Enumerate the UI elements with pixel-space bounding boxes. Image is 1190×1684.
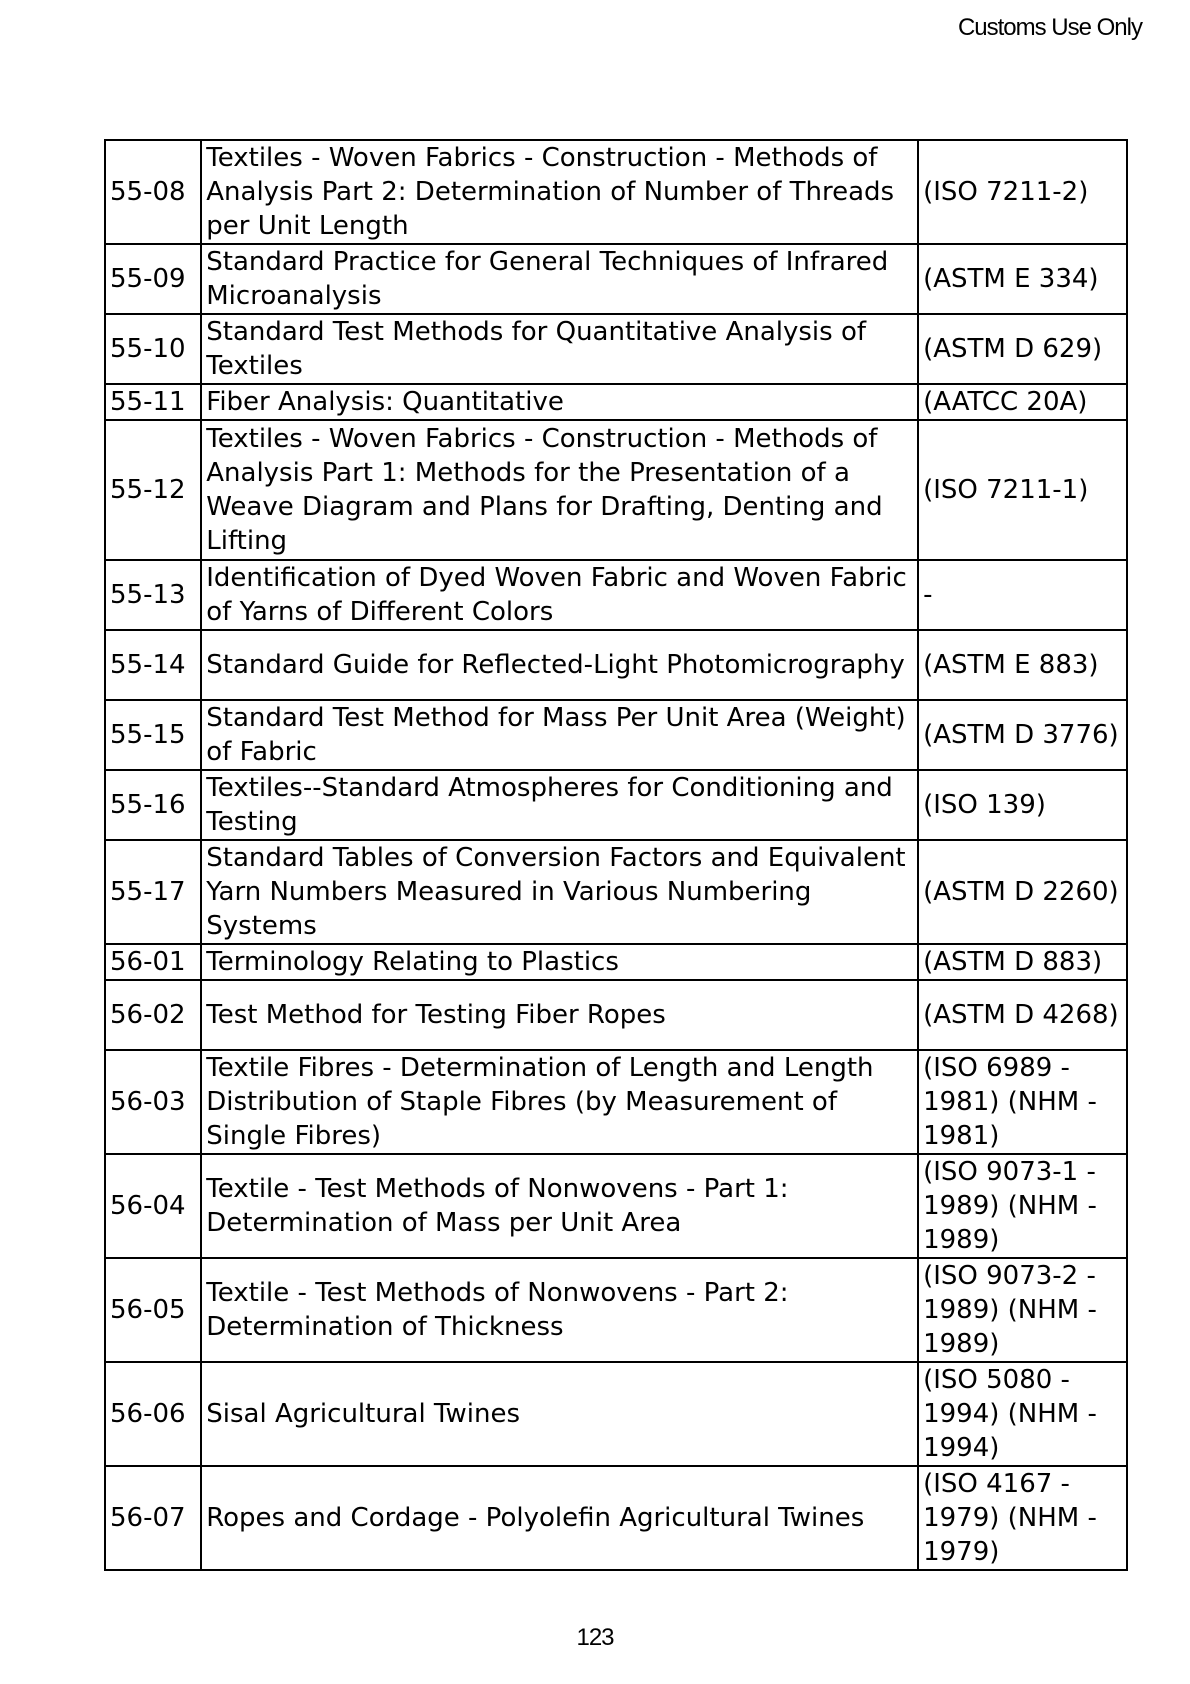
row-code: 56-07 — [105, 1466, 201, 1570]
row-title: Standard Guide for Reflected-Light Photomicrography — [201, 630, 918, 700]
table-row — [105, 1050, 1127, 1154]
table-row — [105, 420, 1127, 560]
row-title: Test Method for Testing Fiber Ropes — [201, 980, 918, 1050]
standards-table — [104, 139, 1128, 1571]
row-reference: (ASTM E 883) — [918, 630, 1127, 700]
row-title: Fiber Analysis: Quantitative — [201, 384, 918, 420]
row-code: 55-15 — [105, 700, 201, 770]
table-row — [105, 1362, 1127, 1466]
table-row — [105, 700, 1127, 770]
table-row — [105, 384, 1127, 420]
table-row — [105, 314, 1127, 384]
row-reference: (ISO 5080 - 1994) (NHM - 1994) — [918, 1362, 1127, 1466]
row-title: Textile Fibres - Determination of Length and Length Distribution of Staple Fibres (by Measurement of Single Fibres) — [201, 1050, 918, 1154]
table-row — [105, 944, 1127, 980]
row-code: 55-17 — [105, 840, 201, 944]
row-reference: (ASTM D 883) — [918, 944, 1127, 980]
row-title: Ropes and Cordage - Polyolefin Agricultural Twines — [201, 1466, 918, 1570]
row-title: Standard Test Methods for Quantitative Analysis of Textiles — [201, 314, 918, 384]
table-row — [105, 560, 1127, 630]
row-reference: (ISO 7211-1) — [918, 420, 1127, 560]
table-row — [105, 1466, 1127, 1570]
row-reference: (ASTM D 629) — [918, 314, 1127, 384]
row-title: Textile - Test Methods of Nonwovens - Part 1: Determination of Mass per Unit Area — [201, 1154, 918, 1258]
row-reference: (ASTM D 2260) — [918, 840, 1127, 944]
table-row — [105, 630, 1127, 700]
row-title: Identification of Dyed Woven Fabric and Woven Fabric of Yarns of Different Colors — [201, 560, 918, 630]
row-reference: (ISO 139) — [918, 770, 1127, 840]
row-code: 56-06 — [105, 1362, 201, 1466]
table-row — [105, 840, 1127, 944]
row-code: 55-16 — [105, 770, 201, 840]
row-title: Textile - Test Methods of Nonwovens - Part 2: Determination of Thickness — [201, 1258, 918, 1362]
row-title: Sisal Agricultural Twines — [201, 1362, 918, 1466]
row-title: Terminology Relating to Plastics — [201, 944, 918, 980]
row-code: 56-03 — [105, 1050, 201, 1154]
table-row — [105, 140, 1127, 244]
row-reference: (ISO 7211-2) — [918, 140, 1127, 244]
table-row — [105, 980, 1127, 1050]
row-code: 55-10 — [105, 314, 201, 384]
row-reference: (ASTM D 4268) — [918, 980, 1127, 1050]
row-reference: (ISO 6989 - 1981) (NHM - 1981) — [918, 1050, 1127, 1154]
page-number: 123 — [576, 1624, 614, 1651]
row-code: 55-09 — [105, 244, 201, 314]
table-row — [105, 1258, 1127, 1362]
row-reference: (ASTM D 3776) — [918, 700, 1127, 770]
customs-use-only-label: Customs Use Only — [957, 14, 1142, 41]
row-reference: (ISO 4167 - 1979) (NHM - 1979) — [918, 1466, 1127, 1570]
table-row — [105, 1154, 1127, 1258]
row-code: 56-05 — [105, 1258, 201, 1362]
row-reference: - — [918, 560, 1127, 630]
row-reference: (AATCC 20A) — [918, 384, 1127, 420]
row-title: Textiles--Standard Atmospheres for Conditioning and Testing — [201, 770, 918, 840]
row-code: 56-01 — [105, 944, 201, 980]
row-code: 55-11 — [105, 384, 201, 420]
table-row — [105, 244, 1127, 314]
row-reference: (ASTM E 334) — [918, 244, 1127, 314]
row-code: 56-04 — [105, 1154, 201, 1258]
row-code: 55-14 — [105, 630, 201, 700]
row-reference: (ISO 9073-1 - 1989) (NHM - 1989) — [918, 1154, 1127, 1258]
row-code: 55-13 — [105, 560, 201, 630]
row-code: 55-12 — [105, 420, 201, 560]
row-code: 56-02 — [105, 980, 201, 1050]
row-title: Standard Practice for General Techniques of Infrared Microanalysis — [201, 244, 918, 314]
row-reference: (ISO 9073-2 - 1989) (NHM - 1989) — [918, 1258, 1127, 1362]
table-row — [105, 770, 1127, 840]
row-title: Textiles - Woven Fabrics - Construction - Methods of Analysis Part 1: Methods for the Presentation of a Weave Diagram and Plans for Drafting, Denting and Lifting — [201, 420, 918, 560]
row-title: Standard Test Method for Mass Per Unit Area (Weight) of Fabric — [201, 700, 918, 770]
row-title: Standard Tables of Conversion Factors and Equivalent Yarn Numbers Measured in Various Numbering Systems — [201, 840, 918, 944]
row-code: 55-08 — [105, 140, 201, 244]
row-title: Textiles - Woven Fabrics - Construction - Methods of Analysis Part 2: Determination of Number of Threads per Unit Length — [201, 140, 918, 244]
